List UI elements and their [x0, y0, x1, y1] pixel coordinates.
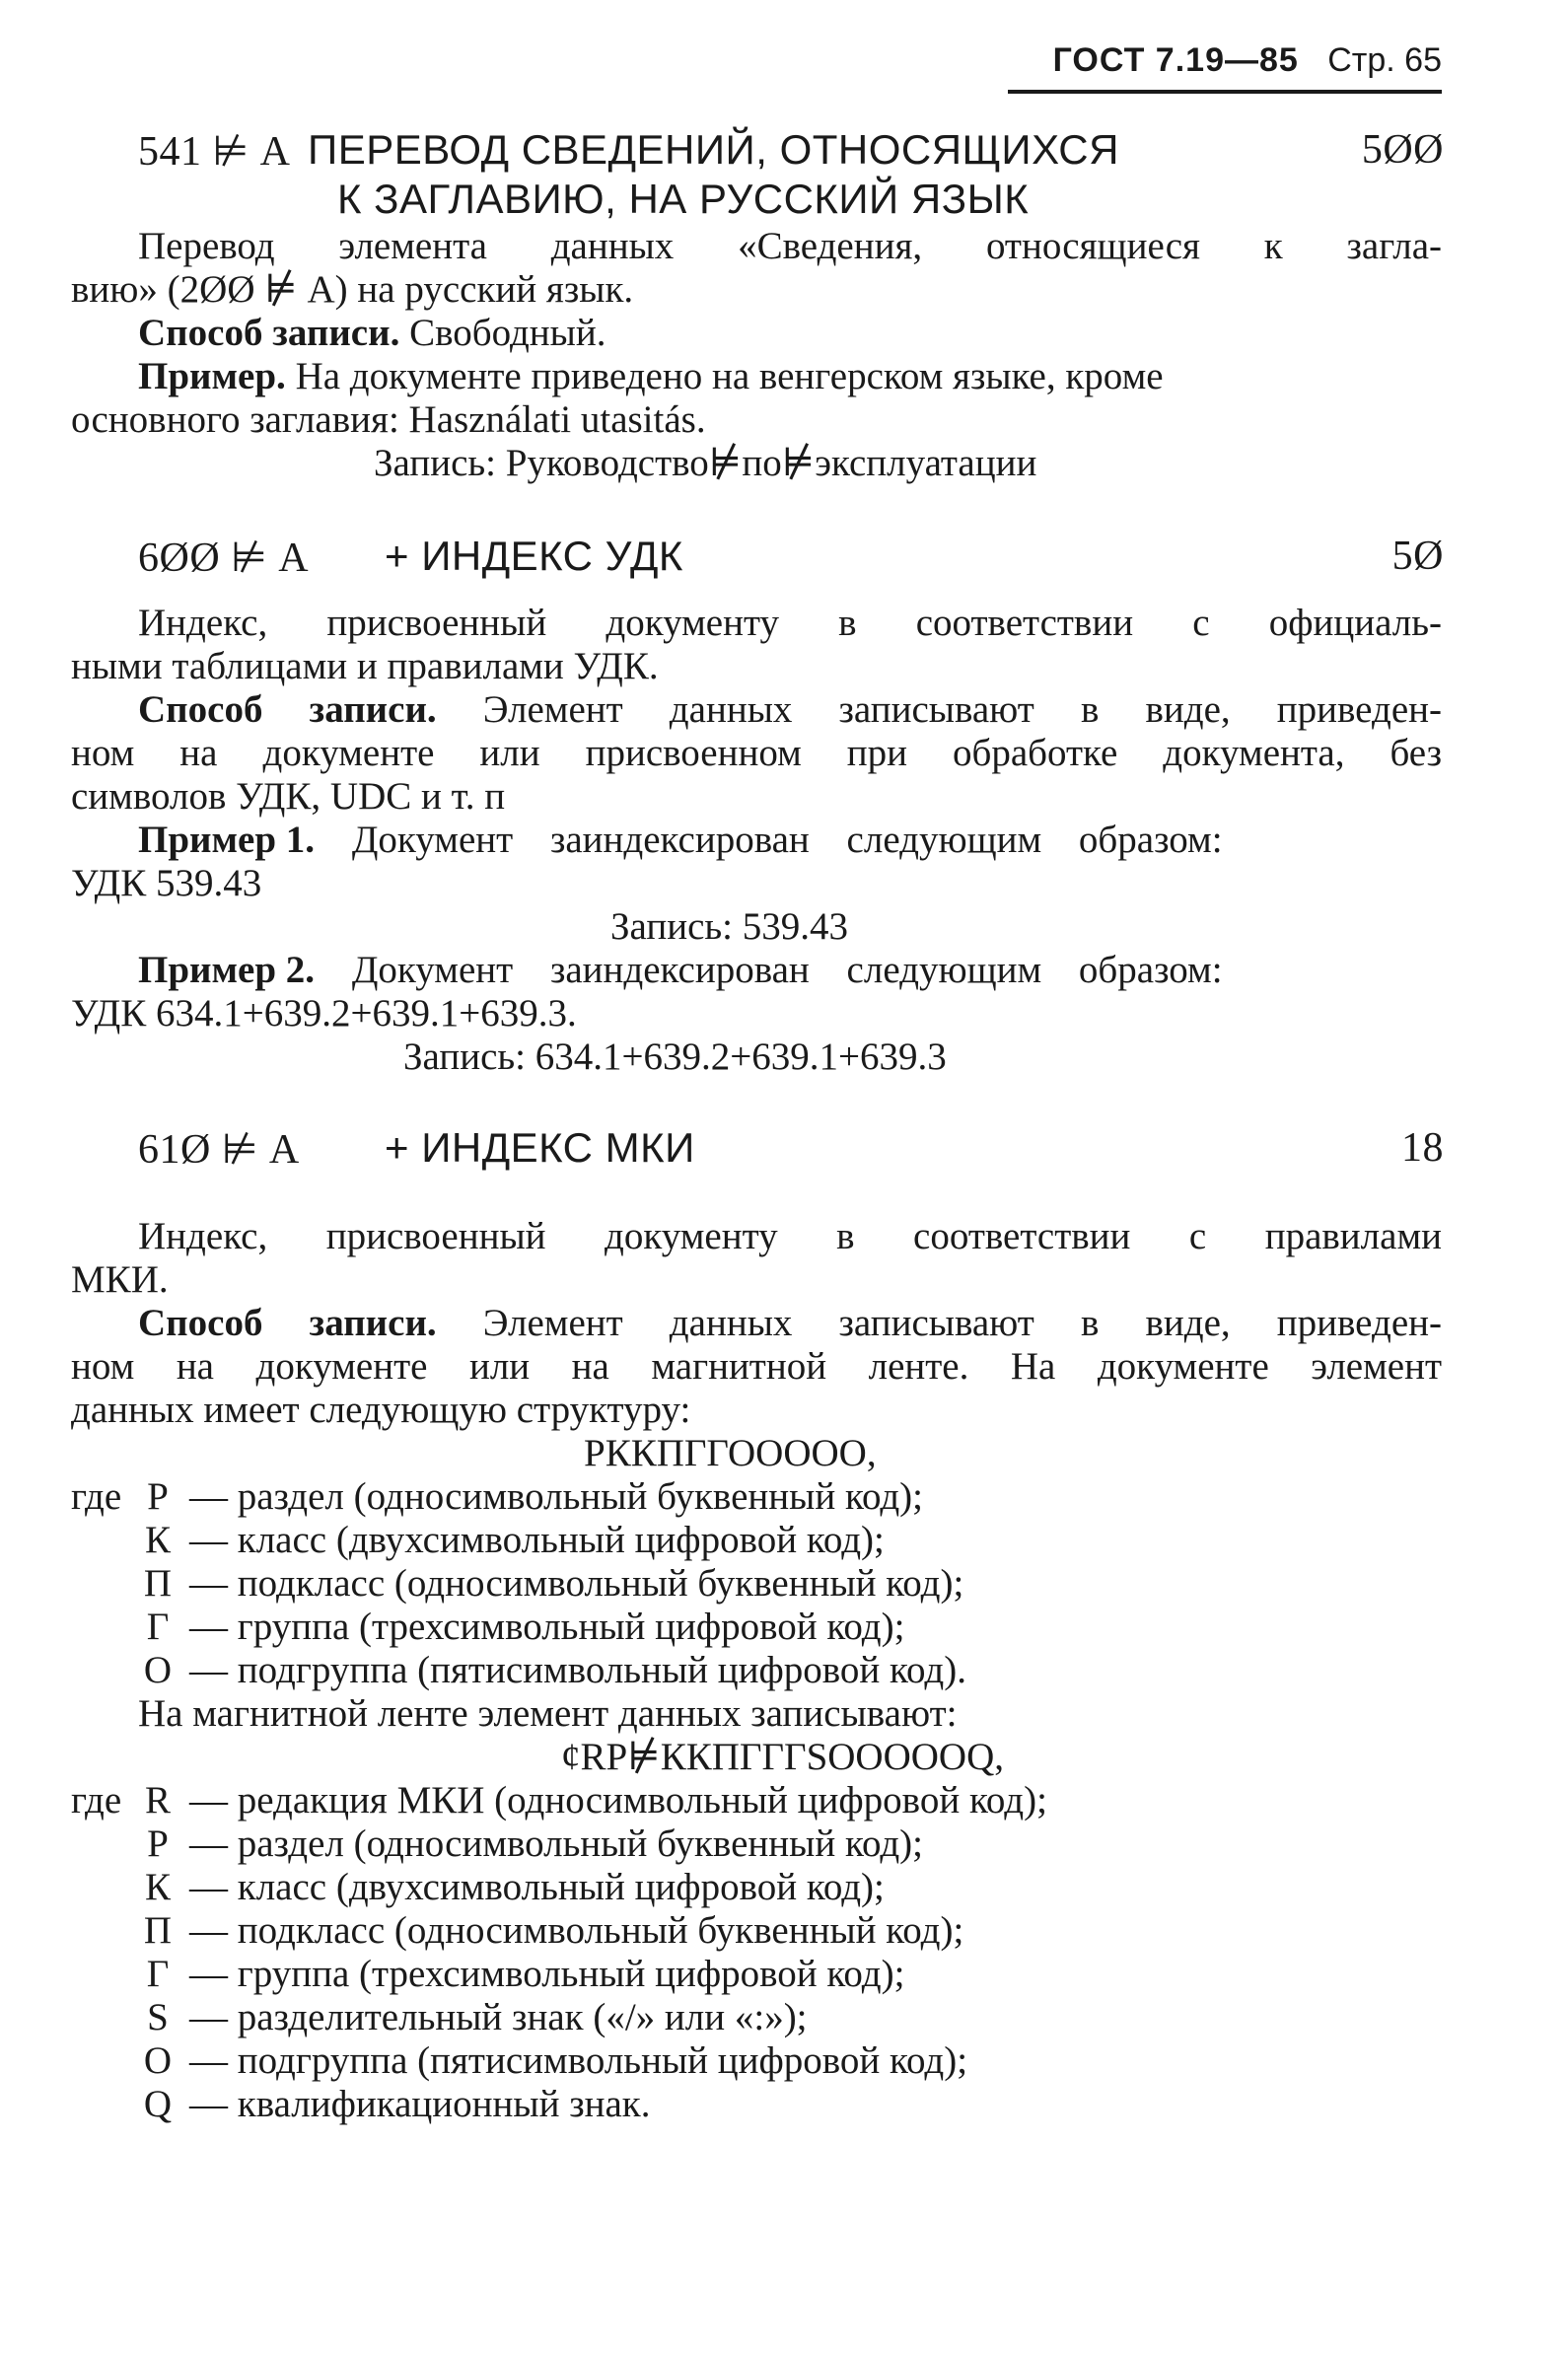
method-text: Свободный. [399, 312, 606, 354]
legend-text: — класс (двухсимвольный цифровой код); [189, 1866, 885, 1908]
legend-item [71, 1996, 808, 2039]
legend-text: — группа (трехсимвольный цифровой код); [189, 1606, 905, 1648]
record-line: Запись: 634.1+639.2+639.1+639.3 [403, 1036, 947, 1078]
record-line: Запись: Руководство⊭по⊭эксплуатации [374, 442, 1037, 484]
legend-item [71, 1562, 963, 1606]
legend-prefix: где [71, 1779, 122, 1821]
legend-key: П [143, 1909, 173, 1952]
legend-item [71, 1866, 885, 1909]
example-text: Документ заиндексирован следующим образом: [315, 949, 1223, 991]
text-line: ными таблицами и правилами УДК. [71, 645, 659, 687]
record-line: Запись: 539.43 [610, 905, 849, 948]
legend-key: Р [147, 1475, 169, 1518]
legend-key: О [143, 2039, 173, 2082]
legend-item [71, 1475, 923, 1519]
text-line: ном на документе или присвоенном при обработке документа, без [71, 732, 1442, 774]
text-line: УДК 634.1+639.2+639.1+639.3. [71, 992, 577, 1035]
method-text: Элемент данных записывают в виде, приведен- [436, 688, 1442, 731]
legend-key: S [147, 1996, 169, 2038]
field-code: 6ØØ ⊭ А [138, 536, 310, 581]
legend-text: — подгруппа (пятисимвольный цифровой код); [189, 2039, 968, 2082]
text-line: Индекс, присвоенный документу в соответствии с правилами [138, 1215, 1442, 1257]
page-number: Стр. 65 [1327, 41, 1442, 79]
example-label: Пример. [138, 355, 286, 397]
legend-item [71, 1822, 923, 1866]
legend-text: — подкласс (односимвольный буквенный код); [189, 1909, 964, 1952]
legend-item [71, 1519, 885, 1562]
example-text: На документе приведено на венгерском языке, кроме [285, 355, 1164, 397]
text-line: вию» (2ØØ ⊭ А) на русский язык. [71, 268, 634, 311]
legend-key: Р [147, 1822, 169, 1865]
legend-item [71, 2083, 651, 2126]
legend-prefix: где [71, 1475, 122, 1518]
text-line: ном на документе или на магнитной ленте. На документе элемент [71, 1345, 1442, 1388]
legend-text: — класс (двухсимвольный цифровой код); [189, 1519, 885, 1561]
example-label: Пример 2. [138, 949, 316, 991]
text-line: символов УДК, UDC и т. п [71, 775, 506, 818]
field-code: 61Ø ⊭ А [138, 1127, 300, 1173]
legend-item [71, 2039, 967, 2083]
method-line [138, 1302, 1442, 1345]
method-line [138, 688, 1442, 732]
field-code: 541 ⊭ А [138, 129, 291, 175]
example-label: Пример 1. [138, 819, 316, 861]
legend-text: — квалификационный знак. [189, 2083, 651, 2125]
legend-key: К [144, 1866, 171, 1908]
structure-formula: РККПГГООООО, [584, 1432, 877, 1474]
legend-item [71, 1649, 966, 1692]
legend-item [71, 1953, 904, 1996]
legend-text: — редакция МКИ (односимвольный цифровой код); [189, 1779, 1047, 1821]
legend-key: Q [143, 2083, 173, 2125]
text-line: данных имеет следующую структуру: [71, 1389, 691, 1431]
example-line [138, 355, 1164, 398]
field-length: 18 [1401, 1125, 1444, 1171]
text-line: Перевод элемента данных «Сведения, относящиеся к загла- [138, 225, 1442, 267]
text-line: УДК 539.43 [71, 862, 262, 904]
legend-key: R [144, 1779, 171, 1821]
section-title: ПЕРЕВОД СВЕДЕНИЙ, ОТНОСЯЩИХСЯ [308, 126, 1119, 173]
text-line: На магнитной ленте элемент данных записывают: [138, 1692, 958, 1735]
legend-item [71, 1909, 963, 1953]
section-title: + ИНДЕКС МКИ [385, 1124, 695, 1171]
example-text: Документ заиндексирован следующим образом: [315, 819, 1223, 861]
text-line: Индекс, присвоенный документу в соответствии с официаль- [138, 602, 1442, 644]
legend-key: К [144, 1519, 171, 1561]
text-line: МКИ. [71, 1258, 169, 1301]
page-header [1008, 41, 1442, 94]
method-text: Элемент данных записывают в виде, приведен- [436, 1302, 1442, 1344]
standard-number: ГОСТ 7.19—85 [1052, 41, 1299, 79]
legend-text: — подкласс (односимвольный буквенный код); [189, 1562, 964, 1605]
legend-text: — разделительный знак («/» или «:»); [189, 1996, 808, 2038]
legend-item [71, 1779, 1047, 1822]
method-line [138, 312, 606, 355]
section-title-cont: К ЗАГЛАВИЮ, НА РУССКИЙ ЯЗЫК [337, 176, 1030, 222]
legend-key: П [143, 1562, 173, 1605]
method-label: Способ записи. [138, 688, 437, 731]
structure-formula: ȼRP⊭ККПГГГSOOOOOQ, [561, 1736, 1004, 1778]
section-title: + ИНДЕКС УДК [385, 533, 683, 579]
legend-text: — подгруппа (пятисимвольный цифровой код). [189, 1649, 966, 1691]
legend-text: — раздел (односимвольный буквенный код); [189, 1475, 923, 1518]
legend-text: — раздел (односимвольный буквенный код); [189, 1822, 923, 1865]
example-line [138, 819, 1223, 862]
method-label: Способ записи. [138, 1302, 437, 1344]
legend-key: О [143, 1649, 173, 1691]
example-line [138, 949, 1223, 992]
text-line: основного заглавия: Használati utasitás. [71, 398, 706, 441]
method-label: Способ записи. [138, 312, 400, 354]
legend-key: Г [146, 1606, 170, 1648]
field-length: 5Ø [1391, 534, 1444, 579]
legend-text: — группа (трехсимвольный цифровой код); [189, 1953, 905, 1995]
field-length: 5ØØ [1361, 127, 1444, 173]
legend-item [71, 1606, 904, 1649]
legend-key: Г [146, 1953, 170, 1995]
